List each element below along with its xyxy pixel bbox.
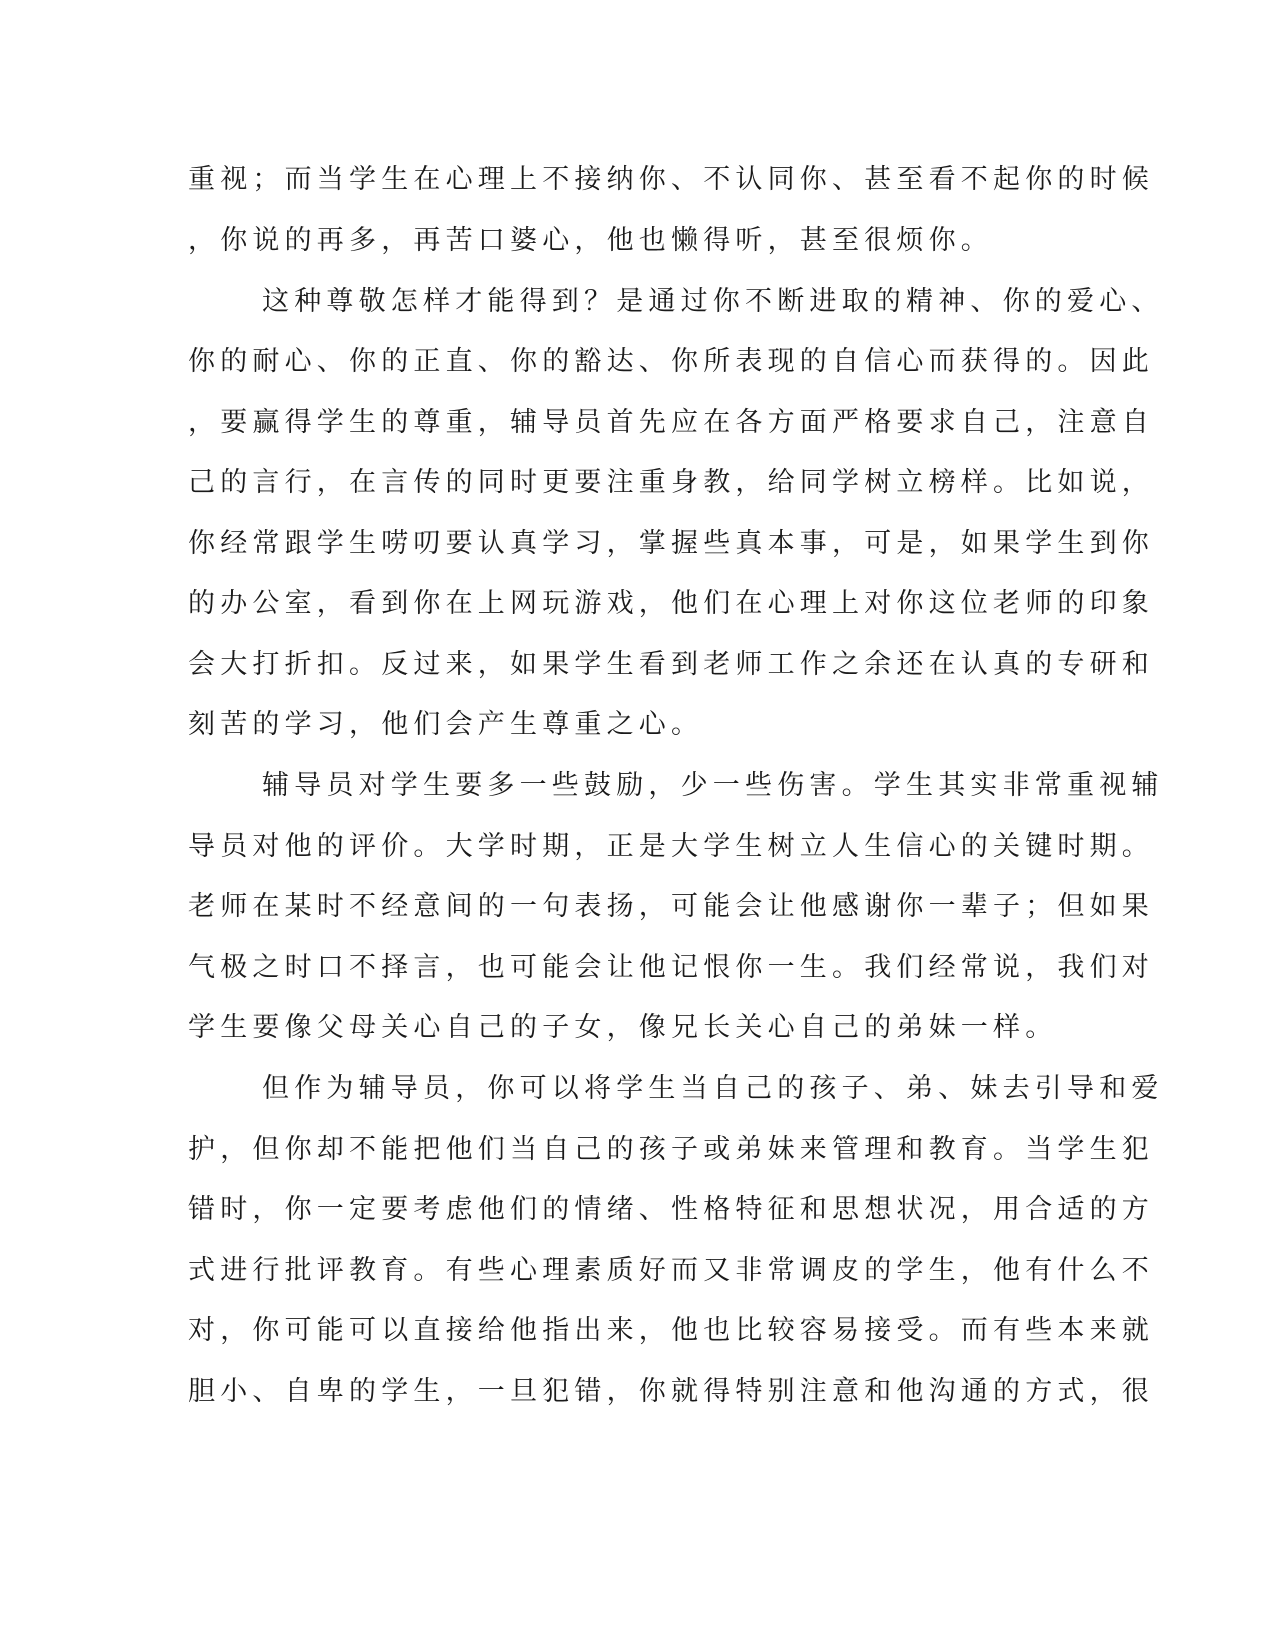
text-line-2: ，你说的再多，再苦口婆心，他也懒得听，甚至很烦你。: [188, 225, 993, 256]
text-line-9: 会大打折扣。反过来，如果学生看到老师工作之余还在认真的专研和: [188, 649, 1154, 680]
text-line-4: 你的耐心、你的正直、你的豁达、你所表现的自信心而获得的。因此: [188, 346, 1154, 377]
text-line-13: 老师在某时不经意间的一句表扬，可能会让他感谢你一辈子；但如果: [188, 891, 1154, 922]
text-line-18: 错时，你一定要考虑他们的情绪、性格特征和思想状况，用合适的方: [188, 1194, 1154, 1225]
text-line-7: 你经常跟学生唠叨要认真学习，掌握些真本事，可是，如果学生到你: [188, 528, 1154, 559]
text-line-17: 护，但你却不能把他们当自己的孩子或弟妹来管理和教育。当学生犯: [188, 1134, 1154, 1165]
text-line-6: 己的言行，在言传的同时更要注重身教，给同学树立榜样。比如说，: [188, 467, 1154, 498]
text-line-19: 式进行批评教育。有些心理素质好而又非常调皮的学生，他有什么不: [188, 1255, 1154, 1286]
paragraph-start-line: 这种尊敬怎样才能得到？是通过你不断进取的精神、你的爱心、: [262, 286, 1164, 317]
text-line-8: 的办公室，看到你在上网玩游戏，他们在心理上对你这位老师的印象: [188, 588, 1154, 619]
paragraph-start-line: 但作为辅导员，你可以将学生当自己的孩子、弟、妹去引导和爱: [262, 1073, 1164, 1104]
text-line-12: 导员对他的评价。大学时期，正是大学生树立人生信心的关键时期。: [188, 831, 1154, 862]
paragraph-start-line: 辅导员对学生要多一些鼓励，少一些伤害。学生其实非常重视辅: [262, 770, 1164, 801]
text-line-20: 对，你可能可以直接给他指出来，他也比较容易接受。而有些本来就: [188, 1315, 1154, 1346]
text-line-10: 刻苦的学习，他们会产生尊重之心。: [188, 709, 704, 740]
text-line-15: 学生要像父母关心自己的子女，像兄长关心自己的弟妹一样。: [188, 1012, 1058, 1043]
text-line-5: ，要赢得学生的尊重，辅导员首先应在各方面严格要求自己，注意自: [188, 407, 1154, 438]
text-line-14: 气极之时口不择言，也可能会让他记恨你一生。我们经常说，我们对: [188, 952, 1154, 983]
text-line-1: 重视；而当学生在心理上不接纳你、不认同你、甚至看不起你的时候: [188, 164, 1154, 195]
text-line-21: 胆小、自卑的学生，一旦犯错，你就得特别注意和他沟通的方式，很: [188, 1376, 1154, 1407]
